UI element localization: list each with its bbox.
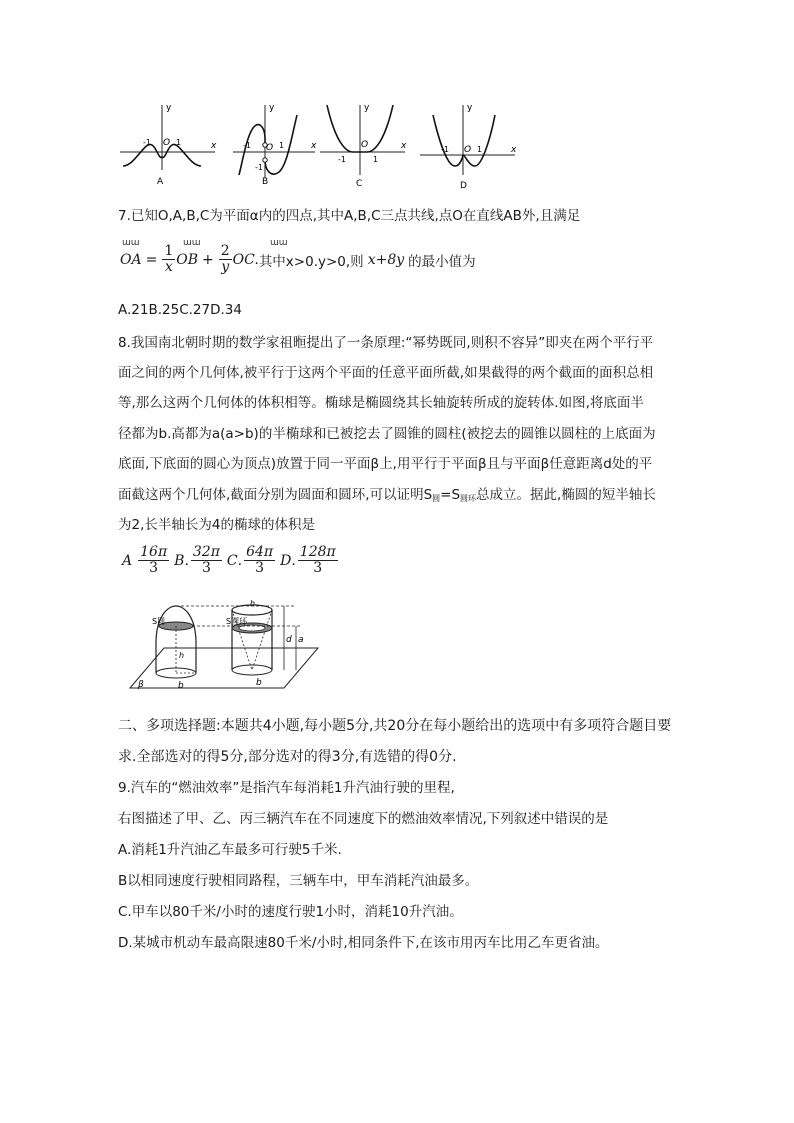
numerator: 2: [220, 243, 230, 259]
x-axis-label: x: [211, 141, 217, 151]
vector-oa: OA: [120, 251, 142, 268]
h-label-2: h: [250, 599, 256, 608]
tick-neg1: -1: [441, 145, 449, 154]
vector-ob: OB: [176, 251, 199, 268]
choice-d-letter: D: [280, 552, 292, 569]
denominator: 3: [313, 560, 323, 576]
numerator: 128π: [299, 544, 336, 560]
origin-label: O: [266, 143, 274, 153]
q8-line-6-a: 面截这两个几何体,截面分别为圆面和圆环,可以证明S: [118, 487, 433, 503]
plus-sign: +: [202, 251, 214, 268]
q9-line-1: 9.汽车的“燃油效率”是指汽车每消耗1升汽油行驶的里程,: [118, 780, 455, 796]
q8-line-6: [118, 486, 656, 508]
q8-line-4: 径都为b.高都为a(a>b)的半椭球和已被挖去了圆锥的圆柱(被挖去的圆锥以圆柱的上底面为: [118, 426, 656, 442]
zugeng-principle-figure: [124, 598, 320, 698]
numerator: 32π: [192, 544, 220, 560]
q8-line-2: 面之间的两个几何体,被平行于这两个平面的任意平面所截,如果截得的两个截面的面积总相: [118, 365, 654, 381]
graph-b-label: B: [262, 177, 269, 187]
q8-choices: A $\frac{16\pi}{3}$ B . $\frac{32\pi}{3}$ C . $\frac{64\pi}{3}$ D . $\frac{128\pi}{3}$: [122, 544, 336, 576]
x-axis-label: x: [511, 145, 517, 155]
q8-line-3: 等,那么这两个几何体的体积相等。椭球是椭圆绕其长轴旋转所成的旋转体.如图,将底面半: [118, 395, 644, 411]
h-label-1: h: [179, 651, 185, 660]
denominator: 3: [149, 560, 159, 576]
d-label: d: [286, 635, 292, 645]
plane-beta: [130, 648, 318, 688]
choice-b-fraction: [191, 545, 222, 576]
equals-sign: =: [145, 251, 158, 268]
graph-d-label: D: [460, 181, 467, 191]
choice-a-letter: A: [122, 552, 133, 569]
tick-neg1-y: -1: [255, 163, 263, 172]
denominator: 3: [201, 560, 211, 576]
y-axis-label: y: [269, 103, 275, 113]
beta-label: β: [138, 680, 144, 690]
fraction-2-over-y: [219, 244, 232, 275]
origin-label: O: [163, 138, 171, 148]
tick-1: 1: [279, 141, 285, 150]
vector-oc: OC.: [232, 251, 259, 268]
tick-neg1: -1: [143, 138, 151, 147]
graph-b: [233, 103, 317, 187]
target-expression: x+8y: [367, 251, 405, 268]
vector-marker: ɯɯ: [183, 238, 201, 248]
numerator: 64π: [246, 544, 274, 560]
q7-stem: 7.已知O,A,B,C为平面α内的四点,其中A,B,C三点共线,点O在直线AB外,且满足: [118, 208, 581, 224]
section2-line-2: 求.全部选对的得5分,部分选对的得3分,有选错的得0分.: [118, 749, 457, 765]
q8-line-5: 底面,下底面的圆心为顶点)放置于同一平面β上,用平行于平面β且与平面β任意距离d处的平: [118, 456, 653, 472]
denominator: x: [164, 259, 173, 275]
fraction-1-over-x: [162, 244, 175, 275]
y-axis-label: y: [166, 103, 172, 113]
subscript-circle: 圆: [432, 494, 441, 503]
choice-b-letter: B: [174, 552, 185, 569]
q9-option-a: A.消耗1升汽油乙车最多可行驶5千米.: [118, 842, 342, 858]
q9-option-c: C.甲车以80千米/小时的速度行驶1小时，消耗10升汽油。: [118, 904, 463, 920]
subscript-ring: 圆环: [460, 494, 477, 503]
b-label-1: b: [178, 681, 184, 691]
numerator: 1: [164, 243, 174, 259]
q9-option-d: D.某城市机动车最高限速80千米/小时,相同条件下,在该市用丙车比用乙车更省油。: [118, 935, 609, 951]
y-axis-label: y: [467, 103, 473, 113]
tick-1: 1: [176, 138, 182, 147]
origin-label: O: [361, 140, 369, 150]
q8-line-1: 8.我国南北朝时期的数学家祖暅提出了一条原理:“幂势既同,则积不容异”即夹在两个平行平: [118, 335, 654, 351]
vector-marker: ɯɯ: [122, 238, 140, 248]
denominator: 3: [255, 560, 265, 576]
section2-line-1: 二、多项选择题:本题共4小题,每小题5分,共20分在每小题给出的选项中有多项符合题目要: [118, 718, 672, 734]
graph-c-label: C: [356, 179, 363, 189]
choice-c-letter: C: [226, 552, 238, 569]
x-axis-label: x: [401, 141, 407, 151]
denominator: y: [221, 259, 230, 275]
function-graphs-figure: [115, 100, 525, 200]
s-ring-label: S圆环: [226, 617, 248, 626]
tick-1: 1: [477, 145, 483, 154]
a-label: a: [298, 635, 304, 645]
graph-a: [120, 103, 217, 187]
graph-a-label: A: [157, 177, 164, 187]
choice-a-fraction: [138, 545, 169, 576]
q9-option-b: B以相同速度行驶相同路程，三辆车中，甲车消耗汽油最多。: [118, 873, 479, 889]
graph-c: [320, 103, 407, 189]
tick-1: 1: [373, 155, 379, 164]
y-axis-label: y: [364, 103, 370, 113]
choice-c-fraction: [244, 545, 275, 576]
x-axis-label: x: [311, 141, 317, 151]
q8-line-7: 为2,长半轴长为4的椭球的体积是: [118, 517, 315, 533]
q8-line-6-c: 总成立。据此,椭圆的短半轴长: [476, 487, 656, 503]
choice-d-fraction: [298, 545, 338, 576]
condition-text: 其中x>0.y>0,则: [258, 253, 364, 270]
graph-d: [420, 103, 517, 191]
tick-neg1: -1: [243, 141, 251, 150]
q7-options: A.21B.25C.27D.34: [118, 302, 242, 318]
s-circle-label: S圆: [152, 617, 166, 626]
question-tail: 的最小值为: [408, 253, 476, 270]
q9-line-2: 右图描述了甲、乙、丙三辆汽车在不同速度下的燃油效率情况,下列叙述中错误的是: [118, 811, 609, 827]
q8-line-6-b: =S: [440, 487, 461, 503]
b-label-2: b: [256, 678, 262, 688]
vector-marker: ɯɯ: [270, 238, 288, 248]
origin-label: O: [464, 145, 472, 155]
numerator: 16π: [140, 544, 168, 560]
tick-neg1: -1: [338, 155, 346, 164]
